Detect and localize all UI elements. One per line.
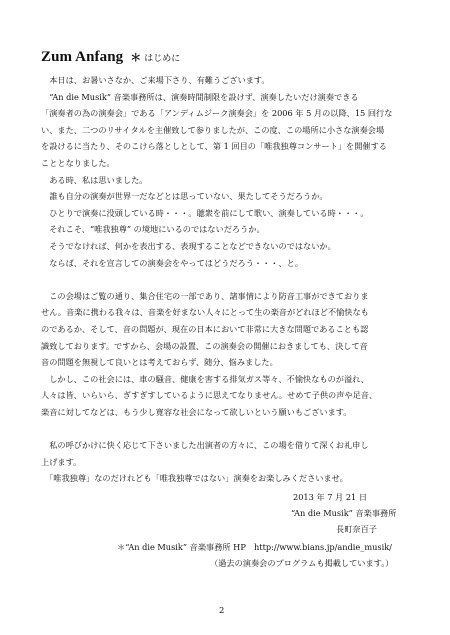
signature-date: 2013 年 7 月 21 日 <box>293 492 368 502</box>
text-line: ならば、それを宣言しての演奏会をやってはどうだろう・・・、と。 <box>41 257 304 268</box>
text-line: 本日は、お暑いさなか、ご来場下さり、有難うございます。 <box>41 75 270 85</box>
text-line: この会場はご覧の通り、集合住宅の一部であり、諸事情により防音工事ができておりま <box>41 290 369 301</box>
homepage-link[interactable]: ＊“An die Musik” 音楽事務所 HP http://www.bians.jp/andie_musik/ <box>117 542 392 552</box>
text-line: 人々は皆、いらいら、ぎすぎすしているように思えてなりません。せめて子供の声や足音、 <box>41 390 378 401</box>
text-line: 上げます。 <box>41 456 82 467</box>
paragraph-gap <box>41 420 413 437</box>
signature-office: “An die Musik” 音楽事務所 <box>291 508 397 518</box>
heading-subtitle: はじめに <box>144 54 181 64</box>
text-line: 音の問題を無視して良いとは考えておらず、随分、悩みました。 <box>41 357 278 368</box>
text-line: い、また、二つのリサイタルを主催致して参りましたが、この度、この場所に小さな演奏会場 <box>41 124 385 135</box>
text-line: ひとりで演奏に没頭している時・・・。聴衆を前にして歌い、演奏している時・・・。 <box>41 207 369 218</box>
text-line: 誰も自分の演奏が世界一だなどとは思っていない、果たしてそうだろうか。 <box>41 191 328 202</box>
text-line: を設けるに当たり、そのこけら落としとして、第 1 回目の「唯我独尊コンサート」を開催する <box>41 141 387 152</box>
paragraph-venue <box>41 288 413 421</box>
text-line: そうでなければ、何かを表出する、表現することなどできないのではないか。 <box>41 240 336 251</box>
text-line: 識致しております。ですから、会場の設置、この演奏会の開催におきましても、決して音 <box>41 340 368 351</box>
text-line: 「演奏者の為の演奏会」である「アンディムジーク演奏会」を 2006 年 5 月の以降、15 回行な <box>41 108 393 119</box>
text-line: 楽音に対してなどは、もう少し寛容な社会になって欲しいという願いもございます。 <box>41 406 352 417</box>
page-number: 2 <box>219 606 225 616</box>
text-line: 「唯我独尊」なのだけれども「唯我独尊ではない」演奏をお楽しみくださいませ。 <box>41 473 348 484</box>
asterisk-icon: ＊ <box>130 51 142 64</box>
signature-name: 長町奈百子 <box>336 524 377 534</box>
text-line: 私の呼びかけに快く応じて下さいました出演者の方々に、この場を借りて深くお礼申し <box>41 440 369 451</box>
homepage-note: （過去の演奏会のプログラムも掲載しています。） <box>210 558 394 568</box>
text-line: それこそ、“唯我独尊” の境地にいるのではないだろうか。 <box>41 224 265 235</box>
paragraph-gap <box>41 271 413 288</box>
page-heading <box>41 47 180 68</box>
text-line: ある時、私は思いました。 <box>41 174 148 185</box>
text-line: しかし、この社会には、車の騒音、健康を害する排気ガス等々、不愉快なものが溢れ、 <box>41 373 369 384</box>
text-line: せん。音楽に携わる我々は、音楽を好まない人々にとって生の楽音がどれほど不愉快なも <box>41 307 369 318</box>
text-line: のであるか、そして、音の問題が、現在の日本において非常に大きな問題であることも認 <box>41 323 369 334</box>
text-line: “An die Musik” 音楽事務所は、演奏時間制限を設けず、演奏したいだけ演奏できる <box>41 91 359 102</box>
paragraph-greeting <box>41 72 413 271</box>
text-line: こととなりました。 <box>41 157 115 168</box>
document-body <box>41 72 413 487</box>
paragraph-thanks <box>41 437 413 487</box>
heading-title: Zum Anfang <box>41 49 124 65</box>
